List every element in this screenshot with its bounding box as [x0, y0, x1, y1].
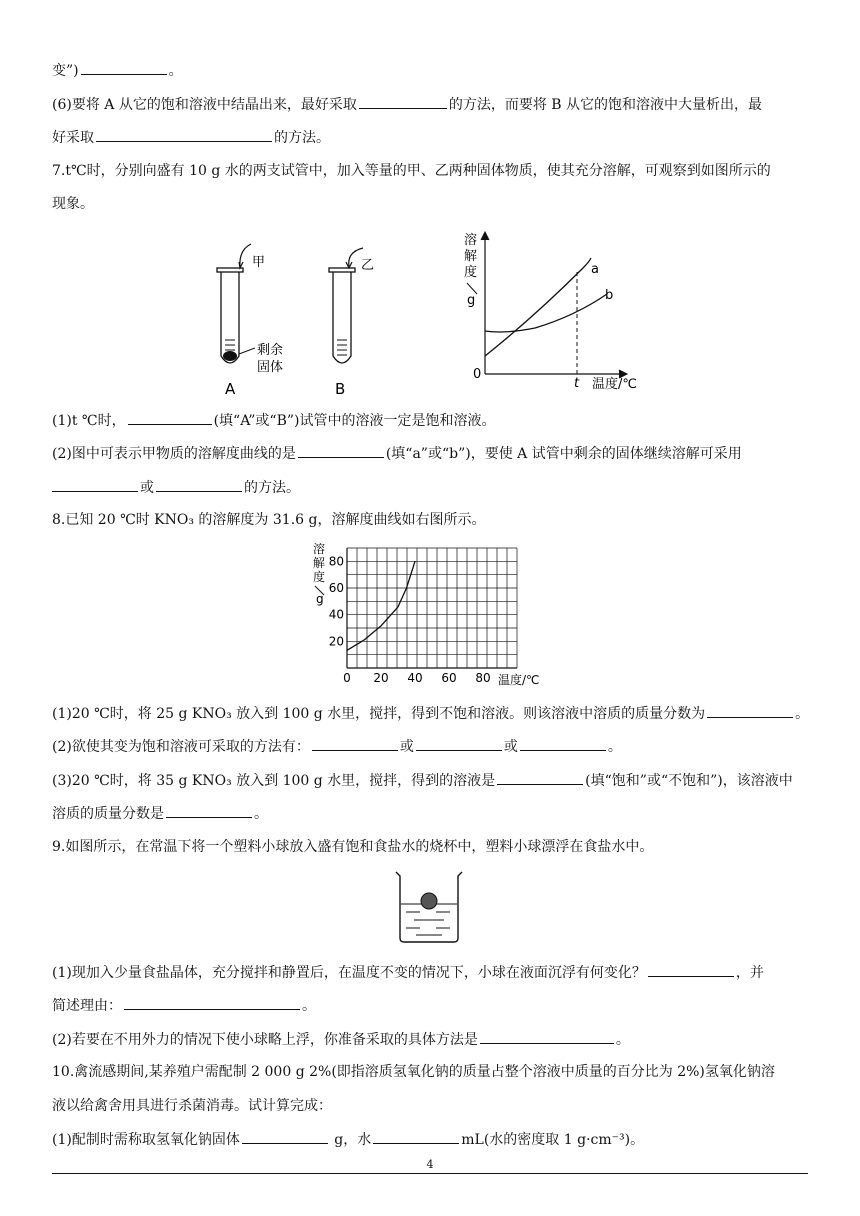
question-8-1: (1)20 ℃时，将 25 g KNO₃ 放入到 100 g 水里，搅拌，得到不饱和溶液。则该溶液中溶质的质量分数为 。 — [52, 703, 809, 724]
residue-label: 固体 — [257, 360, 284, 375]
x-tick-label: 40 — [407, 671, 423, 685]
answer-blank[interactable] — [156, 477, 242, 492]
curve-b-label: b — [605, 288, 614, 303]
answer-blank[interactable] — [52, 477, 138, 492]
question-10: 10.禽流感期间,某养殖户需配制 2 000 g 2%(即指溶质氢氧化钠的质量占整个溶液中质量的百分比为 2%)氢氧化钠溶 — [52, 1064, 775, 1080]
question-6: (6)要将 A 从它的饱和溶液中结晶出来，最好采取 的方法，而要将 B 从它的饱和溶液中大量析出，最 — [52, 94, 762, 115]
answer-blank[interactable] — [81, 60, 167, 75]
x-axis-label: 温度/℃ — [592, 377, 637, 392]
y-axis-label: 度 — [464, 265, 478, 280]
answer-blank[interactable] — [124, 995, 300, 1010]
curve-b — [485, 294, 607, 332]
y-axis-label: g — [467, 293, 476, 308]
chart-ticks — [329, 554, 491, 685]
answer-blank[interactable] — [648, 962, 734, 977]
question-10-cont: 液以给禽舍用具进行杀菌消毒。试计算完成： — [52, 1098, 332, 1114]
question-9: 9.如图所示，在常温下将一个塑料小球放入盛有饱和食盐水的烧杯中，塑料小球漂浮在食盐水中。 — [52, 839, 654, 855]
y-axis-label: 溶 — [464, 233, 478, 248]
question-6-cont: 好采取 的方法。 — [52, 127, 330, 148]
question-8-3: (3)20 ℃时，将 35 g KNO₃ 放入到 100 g 水里，搅拌，得到的溶液是 (填“饱和”或“不饱和”)，该溶液中 — [52, 770, 793, 791]
answer-blank[interactable] — [480, 1029, 614, 1044]
tube-b-label: 乙 — [361, 258, 375, 273]
y-tick-label: 80 — [328, 554, 344, 569]
x-tick-label: 20 — [373, 671, 389, 685]
answer-blank[interactable] — [128, 410, 212, 425]
t-label: t — [574, 376, 580, 391]
y-tick-label: 40 — [328, 607, 344, 622]
answer-blank[interactable] — [312, 736, 398, 751]
tube-a-name: A — [225, 380, 236, 398]
test-tube-a — [217, 244, 283, 398]
answer-blank[interactable] — [242, 1129, 328, 1144]
tube-a-label: 甲 — [252, 255, 266, 270]
question-8-3-cont: 溶质的质量分数是 。 — [52, 803, 268, 824]
question-7-2-cont: 或 的方法。 — [52, 477, 300, 498]
question-7-1: (1)t ℃时， (填“A”或“B”)试管中的溶液一定是饱和溶液。 — [52, 410, 495, 431]
question-9-1: (1)现加入少量食盐晶体，充分搅拌和静置后，在温度不变的情况下，小球在液面沉浮有何变化？ ，并 — [52, 962, 764, 983]
curve-a — [485, 258, 591, 356]
question-9-2: (2)若要在不用外力的情况下使小球略上浮，你准备采取的具体方法是 。 — [52, 1029, 630, 1050]
line-1: 变”) 。 — [52, 60, 183, 81]
footer-rule — [52, 1173, 808, 1174]
knO3-solubility-chart — [305, 540, 570, 692]
chart-grid — [347, 548, 517, 668]
beaker-figure — [392, 866, 466, 946]
y-axis-label: g — [316, 592, 324, 606]
question-9-1-cont: 简述理由： 。 — [52, 995, 316, 1016]
curve-a-label: a — [591, 262, 599, 277]
question-7: 7.t℃时，分别向盛有 10 g 水的两支试管中，加入等量的甲、乙两种固体物质，使其充分溶解，可观察到如图所示的 — [52, 163, 771, 179]
y-axis-label: 解 — [464, 249, 478, 264]
origin-label: 0 — [473, 367, 482, 382]
solubility-graph-7 — [464, 232, 637, 392]
y-tick-label: 60 — [328, 581, 344, 595]
residue-label: 剩余 — [257, 343, 284, 358]
answer-blank[interactable] — [166, 803, 252, 818]
question-7-cont: 现象。 — [52, 196, 94, 212]
answer-blank[interactable] — [416, 736, 502, 751]
tube-b-name: B — [335, 380, 346, 398]
answer-blank[interactable] — [96, 127, 272, 142]
question-8: 8.已知 20 ℃时 KNO₃ 的溶解度为 31.6 g，溶解度曲线如右图所示。 — [52, 512, 486, 528]
answer-blank[interactable] — [497, 770, 583, 785]
figure-7 — [195, 228, 665, 398]
answer-blank[interactable] — [359, 94, 447, 109]
answer-blank[interactable] — [373, 1129, 459, 1144]
test-tube-b — [329, 248, 374, 398]
x-tick-label: 60 — [441, 671, 457, 685]
plastic-ball — [421, 893, 437, 909]
y-tick-label: 20 — [328, 634, 344, 649]
page-number: 4 — [426, 1158, 434, 1171]
question-10-1: (1)配制时需称取氢氧化钠固体 g，水 mL(水的密度取 1 g·cm⁻³)。 — [52, 1129, 644, 1150]
answer-blank[interactable] — [707, 703, 793, 718]
y-axis-label: 解 — [313, 556, 326, 570]
question-7-2: (2)图中可表示甲物质的溶解度曲线的是 (填“a”或“b”)，要使 A 试管中剩余的固体继续溶解可采用 — [52, 443, 742, 464]
answer-blank[interactable] — [520, 736, 606, 751]
y-axis-label: 溶 — [313, 542, 326, 556]
question-8-2: (2)欲使其变为饱和溶液可采取的方法有： 或 或 。 — [52, 736, 622, 757]
x-axis-label: 温度/℃ — [498, 673, 540, 687]
x-tick-label: 0 — [343, 671, 351, 685]
answer-blank[interactable] — [298, 443, 384, 458]
x-tick-label: 80 — [475, 671, 491, 685]
y-axis-label: 度 — [313, 570, 326, 584]
